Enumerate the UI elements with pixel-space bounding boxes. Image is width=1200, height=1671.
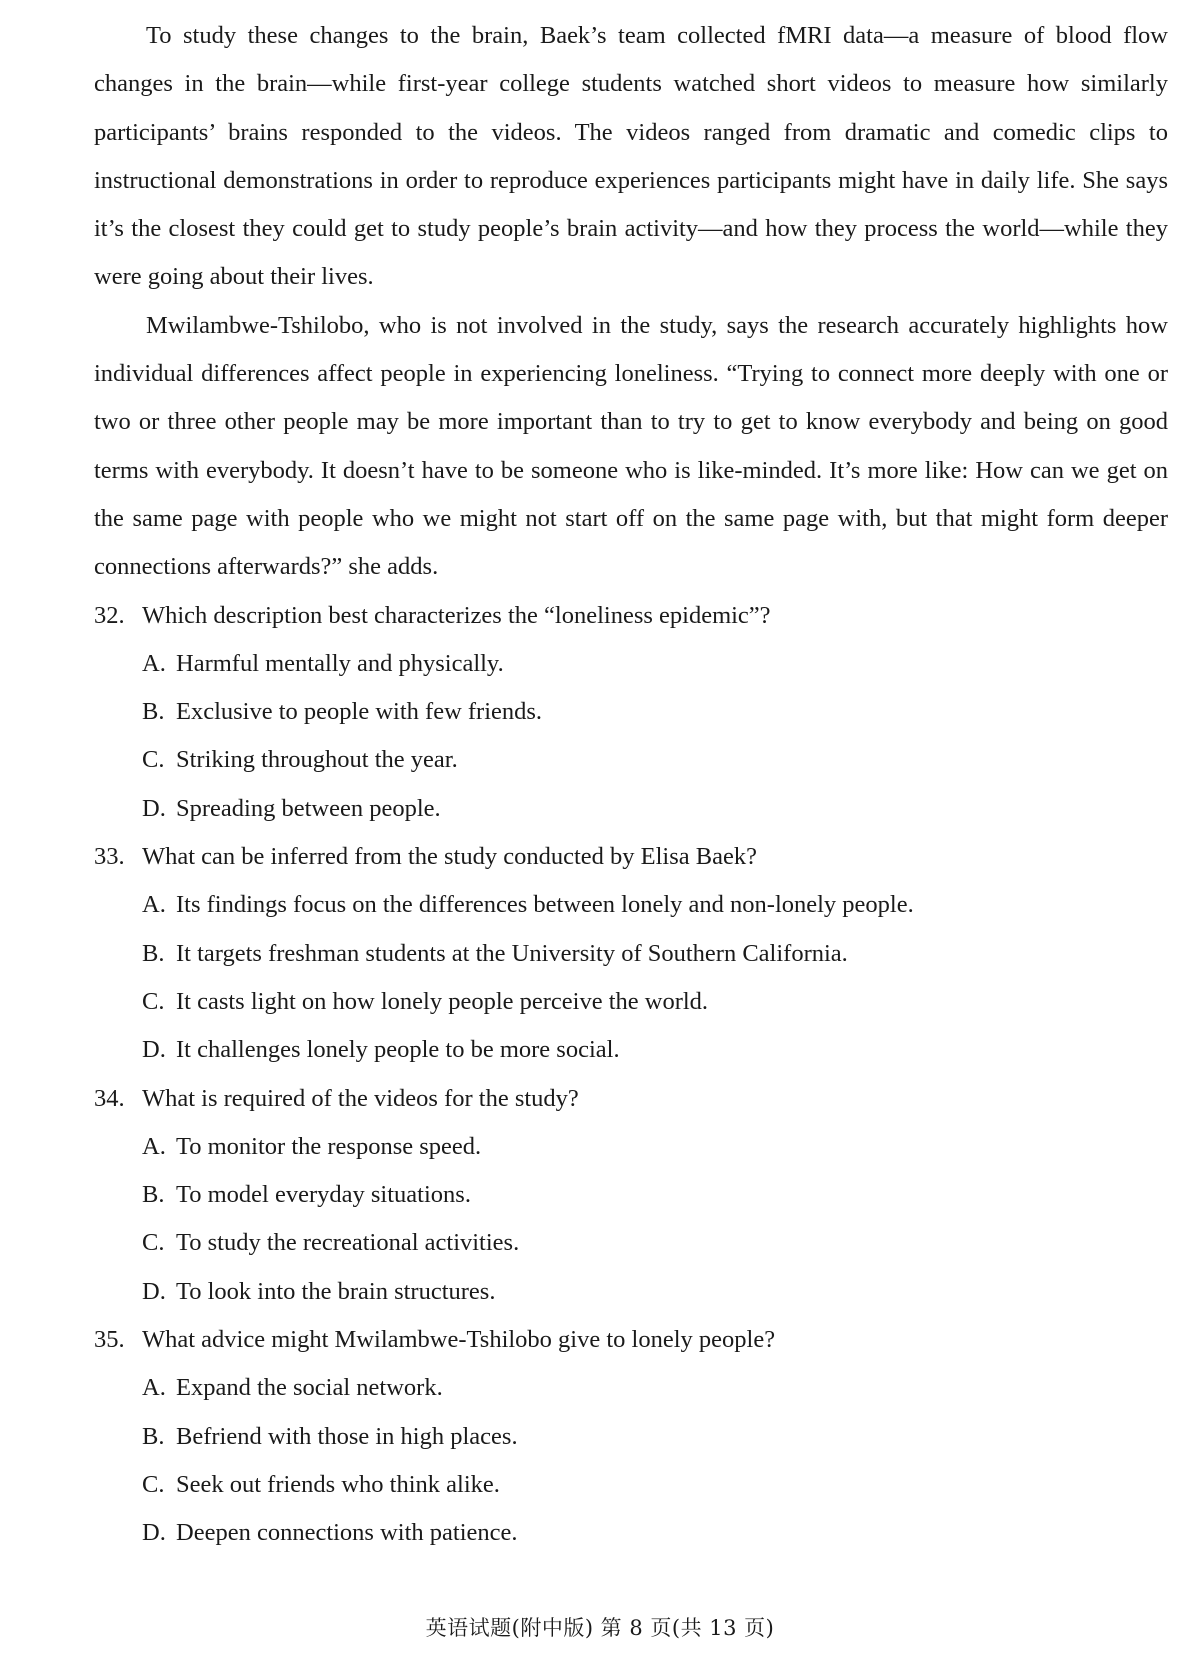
option-text: Harmful mentally and physically. bbox=[176, 649, 504, 677]
option-text: Spreading between people. bbox=[176, 794, 441, 822]
option-c bbox=[94, 978, 1168, 1026]
question-35 bbox=[94, 1316, 1168, 1557]
page-footer: 英语试题(附中版) 第 8 页(共 13 页) bbox=[425, 1616, 775, 1640]
option-c bbox=[94, 736, 1168, 784]
question-33 bbox=[94, 833, 1168, 1074]
option-text: Expand the social network. bbox=[176, 1374, 443, 1402]
option-b bbox=[94, 1171, 1168, 1219]
option-d bbox=[94, 1268, 1168, 1316]
question-text: What advice might Mwilambwe-Tshilobo give to lonely people? bbox=[142, 1326, 776, 1354]
option-letter: B. bbox=[142, 698, 165, 726]
question-number: 34. bbox=[94, 1084, 125, 1112]
option-a bbox=[94, 881, 1168, 929]
question-34 bbox=[94, 1075, 1168, 1316]
option-d bbox=[94, 1509, 1168, 1557]
option-text: Striking throughout the year. bbox=[176, 746, 458, 774]
option-text: It casts light on how lonely people perceive the world. bbox=[176, 987, 709, 1015]
option-b bbox=[94, 930, 1168, 978]
option-c bbox=[94, 1461, 1168, 1509]
question-stem bbox=[94, 592, 1168, 640]
option-letter: D. bbox=[142, 1519, 166, 1547]
option-letter: D. bbox=[142, 1036, 166, 1064]
option-text: Befriend with those in high places. bbox=[176, 1422, 518, 1450]
option-letter: B. bbox=[142, 1422, 165, 1450]
question-32 bbox=[94, 592, 1168, 833]
option-b bbox=[94, 1413, 1168, 1461]
option-d bbox=[94, 1026, 1168, 1074]
option-text: It challenges lonely people to be more social. bbox=[176, 1036, 620, 1064]
question-number: 33. bbox=[94, 843, 125, 871]
option-a bbox=[94, 640, 1168, 688]
option-letter: A. bbox=[142, 1374, 166, 1402]
option-a bbox=[94, 1123, 1168, 1171]
option-letter: C. bbox=[142, 1470, 165, 1498]
option-letter: C. bbox=[142, 987, 165, 1015]
option-a bbox=[94, 1364, 1168, 1412]
option-text: It targets freshman students at the University of Southern California. bbox=[176, 939, 848, 967]
option-letter: A. bbox=[142, 891, 166, 919]
option-text: Seek out friends who think alike. bbox=[176, 1470, 500, 1498]
question-stem bbox=[94, 1316, 1168, 1364]
option-letter: D. bbox=[142, 794, 166, 822]
passage-paragraph-1: To study these changes to the brain, Baek’s team collected fMRI data—a measure of blood flow changes in the brain—while first-year college students watched short videos to measure how similarly participants’ brains responded to the videos. The videos ranged from dramatic and comedic clips to instructional demonstrations in order to reproduce experiences participants might have in daily life. She says it’s the closest they could get to study people’s brain activity—and how they process the world—while they were going about their lives. bbox=[94, 22, 1168, 291]
option-c bbox=[94, 1219, 1168, 1267]
question-number: 32. bbox=[94, 601, 125, 629]
option-text: To look into the brain structures. bbox=[176, 1277, 496, 1305]
question-text: What can be inferred from the study conducted by Elisa Baek? bbox=[142, 843, 757, 871]
option-b bbox=[94, 688, 1168, 736]
option-letter: A. bbox=[142, 649, 166, 677]
option-text: Its findings focus on the differences between lonely and non-lonely people. bbox=[176, 891, 914, 919]
question-stem bbox=[94, 833, 1168, 881]
option-text: Exclusive to people with few friends. bbox=[176, 698, 543, 726]
option-text: To study the recreational activities. bbox=[176, 1229, 520, 1257]
option-letter: B. bbox=[142, 1181, 165, 1209]
question-number: 35. bbox=[94, 1326, 125, 1354]
option-text: To model everyday situations. bbox=[176, 1181, 471, 1209]
question-stem bbox=[94, 1075, 1168, 1123]
option-letter: C. bbox=[142, 746, 165, 774]
option-letter: B. bbox=[142, 939, 165, 967]
passage-paragraph-2: Mwilambwe-Tshilobo, who is not involved in the study, says the research accurately highlights how individual differences affect people in experiencing loneliness. “Trying to connect more deeply with one or two or three other people may be more important than to try to get to know everybody and being on good terms with everybody. It doesn’t have to be someone who is like-minded. It’s more like: How can we get on the same page with people who we might not start off on the same page with, but that might form deeper connections afterwards?” she adds. bbox=[94, 311, 1168, 581]
option-text: To monitor the response speed. bbox=[176, 1132, 482, 1160]
exam-page bbox=[94, 12, 1168, 1558]
option-d bbox=[94, 785, 1168, 833]
question-text: What is required of the videos for the study? bbox=[142, 1084, 579, 1112]
option-letter: C. bbox=[142, 1229, 165, 1257]
option-letter: D. bbox=[142, 1277, 166, 1305]
option-letter: A. bbox=[142, 1132, 166, 1160]
option-text: Deepen connections with patience. bbox=[176, 1519, 518, 1547]
question-text: Which description best characterizes the “loneliness epidemic”? bbox=[142, 601, 771, 629]
